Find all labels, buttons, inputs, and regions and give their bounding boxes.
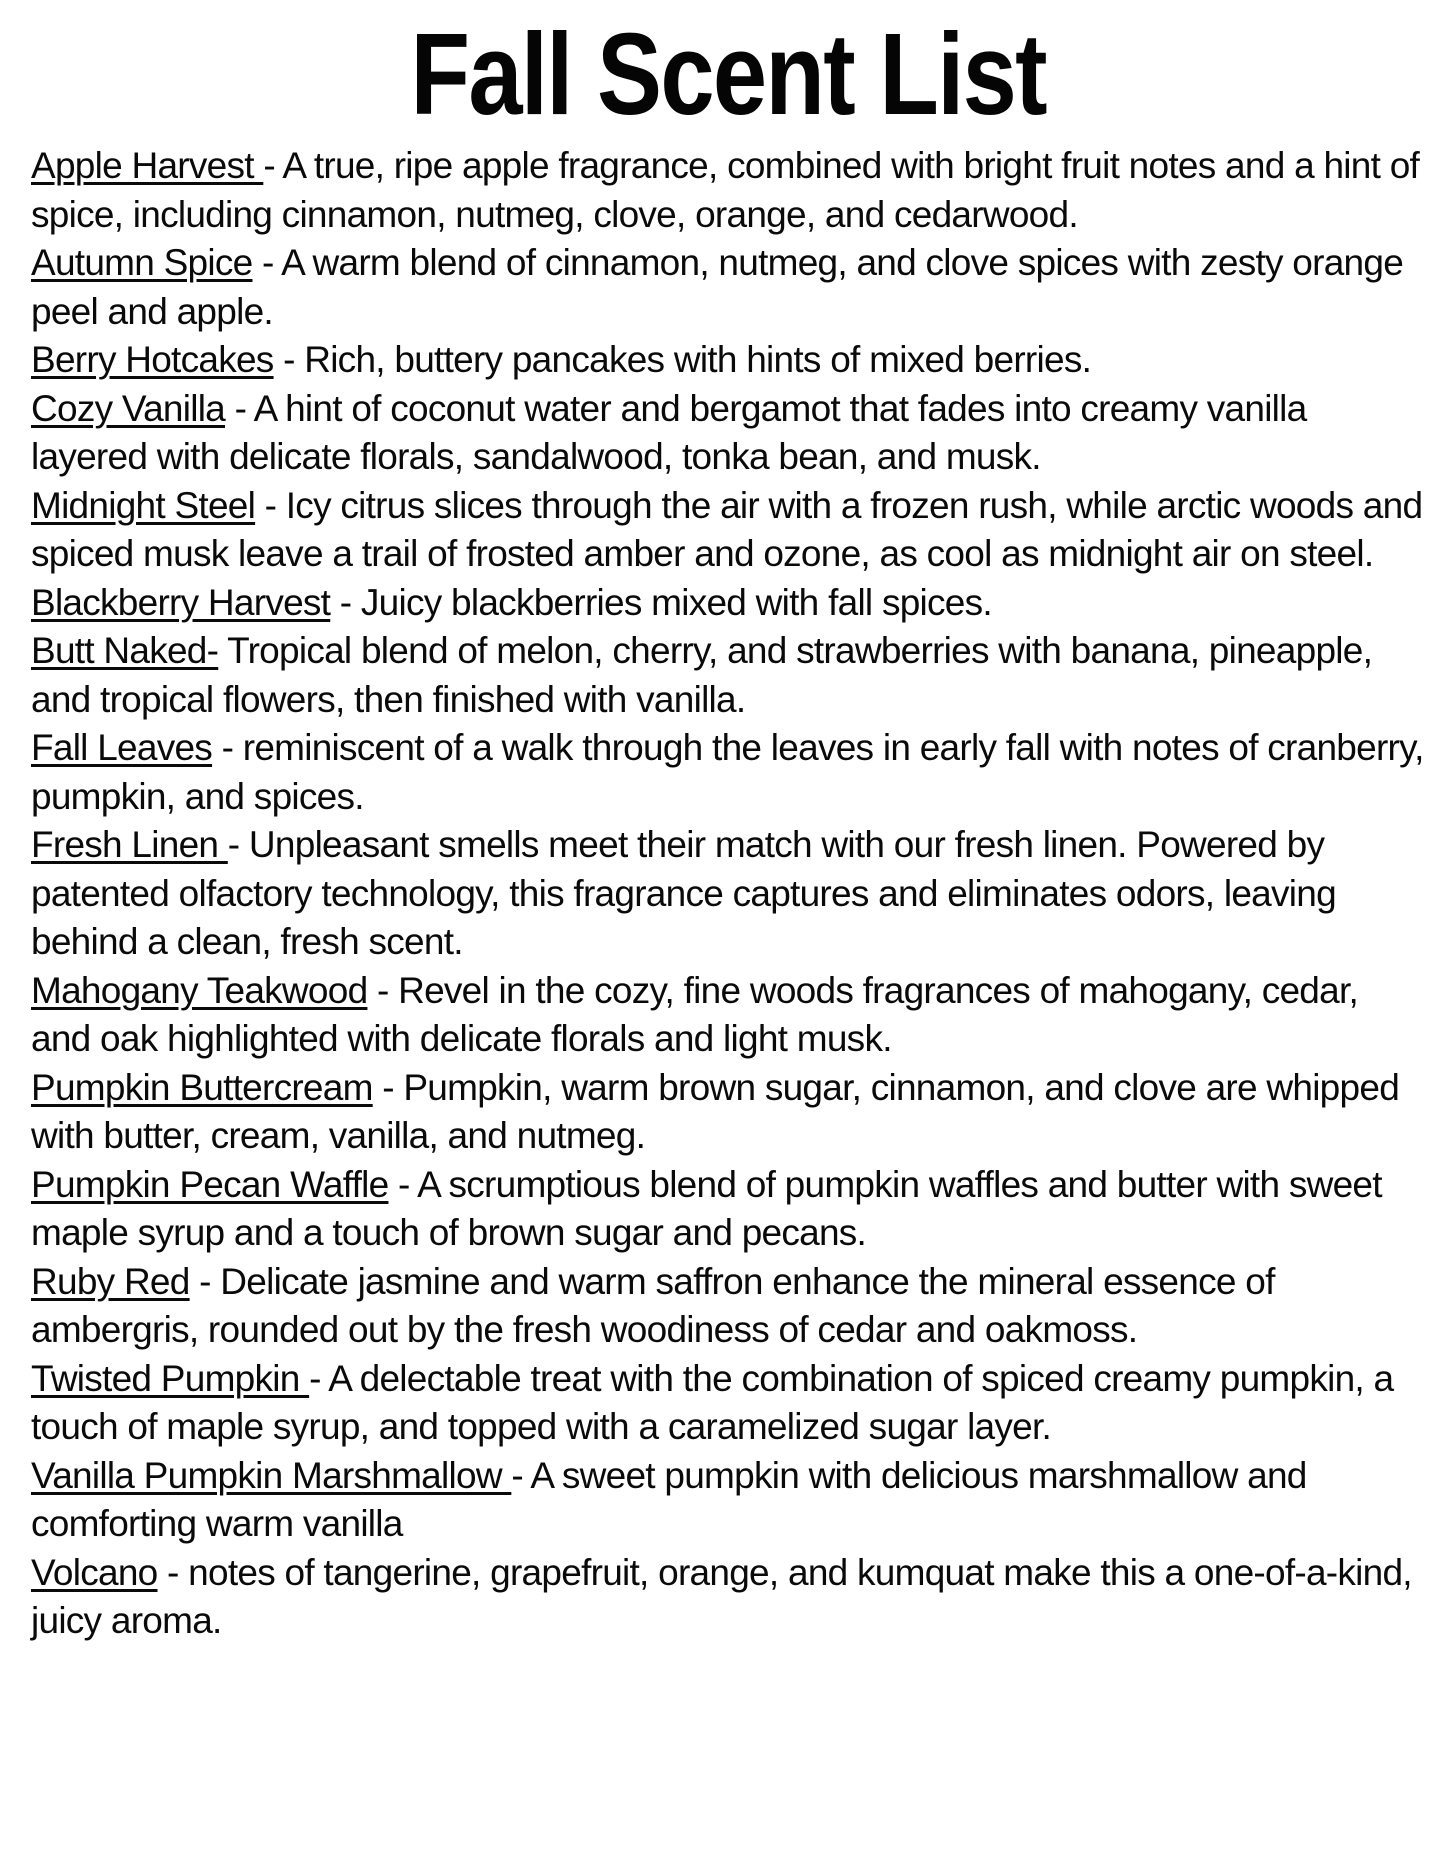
scent-name: Pumpkin Pecan Waffle xyxy=(31,1163,389,1205)
scent-name: Twisted Pumpkin xyxy=(31,1357,310,1399)
scent-name: Ruby Red xyxy=(31,1260,190,1302)
scent-name: Cozy Vanilla xyxy=(31,387,226,429)
scent-description: - Rich, buttery pancakes with hints of mixed berries. xyxy=(273,339,1092,380)
scent-name: Mahogany Teakwood xyxy=(31,969,368,1011)
scent-description: - Icy citrus slices through the air with a frozen rush, while arctic woods and spiced musk leave a trail of frosted amber and ozone, as cool as midnight air on steel. xyxy=(31,484,1423,574)
scent-description: - A delectable treat with the combination of spiced creamy pumpkin, a touch of maple syrup, and topped with a caramelized sugar layer. xyxy=(31,1357,1394,1447)
scent-entry xyxy=(31,142,1425,239)
scent-name: Autumn Spice xyxy=(31,242,253,283)
scent-entry xyxy=(31,239,1425,336)
scent-name: Berry Hotcakes xyxy=(31,339,274,380)
scent-entry xyxy=(31,967,1425,1064)
scent-description: - notes of tangerine, grapefruit, orange, and kumquat make this a one-of-a-kind, juicy aroma. xyxy=(31,1551,1412,1641)
page-title xyxy=(31,9,1425,139)
scent-name: Blackberry Harvest xyxy=(31,581,331,623)
scent-entry xyxy=(31,1064,1425,1161)
scent-entry xyxy=(31,336,1425,385)
scent-entry xyxy=(31,579,1425,628)
scent-entry xyxy=(31,1258,1425,1355)
scent-description: - A warm blend of cinnamon, nutmeg, and clove spices with zesty orange peel and apple. xyxy=(31,242,1404,332)
scent-description: - A hint of coconut water and bergamot that fades into creamy vanilla layered with delicate florals, sandalwood, tonka bean, and musk. xyxy=(31,387,1307,477)
scent-description: - Juicy blackberries mixed with fall spices. xyxy=(330,581,992,623)
scent-entry xyxy=(31,1161,1425,1258)
scent-description: - Unpleasant smells meet their match with our fresh linen. Powered by patented olfactory technology, this fragrance captures and eliminates odors, leaving behind a clean, fresh scent. xyxy=(31,824,1336,962)
scent-entry xyxy=(31,821,1425,967)
scent-entry xyxy=(31,482,1425,579)
scent-description: Tropical blend of melon, cherry, and strawberries with banana, pineapple, and tropical flowers, then finished with vanilla. xyxy=(31,630,1373,720)
scent-name: Fall Leaves xyxy=(31,727,213,768)
scent-entry xyxy=(31,1355,1425,1452)
scent-description: - Revel in the cozy, fine woods fragrances of mahogany, cedar, and oak highlighted with delicate florals and light musk. xyxy=(31,969,1359,1059)
scent-description: - A sweet pumpkin with delicious marshmallow and comforting warm vanilla xyxy=(31,1454,1307,1544)
scent-list xyxy=(31,142,1425,1646)
scent-name: Vanilla Pumpkin Marshmallow xyxy=(31,1454,512,1496)
scent-description: - A true, ripe apple fragrance, combined with bright fruit notes and a hint of spice, including cinnamon, nutmeg, clove, orange, and cedarwood. xyxy=(31,145,1420,235)
scent-name: Butt Naked- xyxy=(31,630,219,671)
scent-name: Fresh Linen xyxy=(31,824,228,865)
page-title-text: Fall Scent List xyxy=(410,9,1046,139)
scent-description: - Delicate jasmine and warm saffron enhance the mineral essence of ambergris, rounded out by the fresh woodiness of cedar and oakmoss. xyxy=(31,1260,1275,1350)
scent-description: - A scrumptious blend of pumpkin waffles and butter with sweet maple syrup and a touch of brown sugar and pecans. xyxy=(31,1163,1382,1253)
scent-description: - reminiscent of a walk through the leaves in early fall with notes of cranberry, pumpkin, and spices. xyxy=(31,727,1424,817)
document-page xyxy=(0,9,1445,1871)
scent-description: - Pumpkin, warm brown sugar, cinnamon, and clove are whipped with butter, cream, vanilla, and nutmeg. xyxy=(31,1066,1400,1156)
scent-entry xyxy=(31,1452,1425,1549)
scent-entry xyxy=(31,1549,1425,1646)
scent-entry xyxy=(31,627,1425,724)
scent-name: Midnight Steel xyxy=(31,484,256,526)
scent-name: Volcano xyxy=(31,1551,158,1593)
scent-name: Apple Harvest xyxy=(31,145,264,186)
scent-entry xyxy=(31,724,1425,821)
scent-entry xyxy=(31,385,1425,482)
scent-name: Pumpkin Buttercream xyxy=(31,1066,373,1108)
